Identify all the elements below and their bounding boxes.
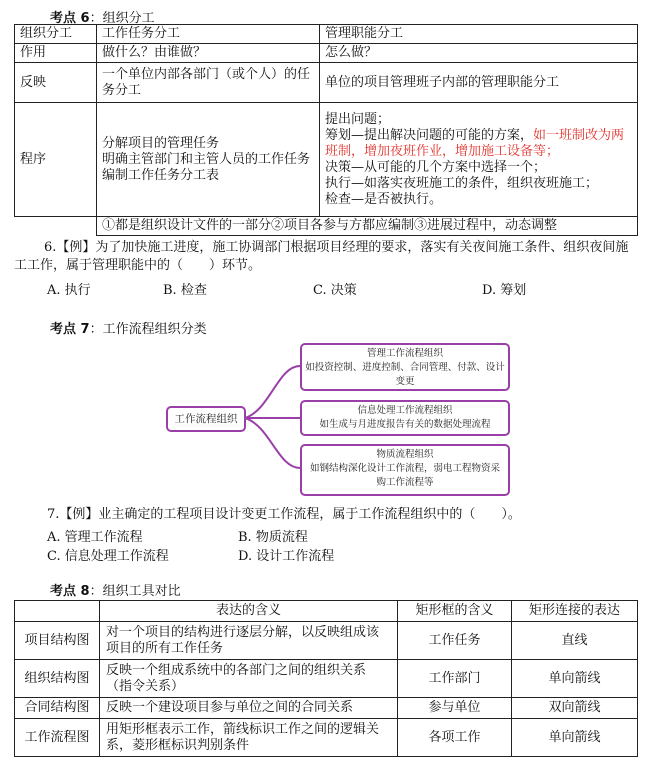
question6-option-d: D. 筹划 xyxy=(482,283,527,298)
t1-mgmt-line2-black: 筹划—提出解决问题的可能的方案， xyxy=(325,127,534,143)
t3-row0-link: 直线 xyxy=(512,622,638,660)
question7-option-c: C. 信息处理工作流程 xyxy=(47,549,169,564)
branch-management-title: 管理工作流程组织 xyxy=(366,348,443,359)
section8-title: ：组织工具对比 xyxy=(89,584,181,599)
t1-process-task-line: 分解项目的管理任务 xyxy=(102,135,220,151)
t1-mgmt-line2-red: 如一班制改为两班制，增加夜班作业，增加施工设备等； xyxy=(325,127,625,159)
t3-row0-name: 项目结构图 xyxy=(15,622,100,660)
t1-process-name: 程序 xyxy=(15,103,97,217)
t1-mgmt-line3: 决策—从可能的几个方案中选择一个； xyxy=(325,159,547,175)
question7-stem: 7.【例】业主确定的工程项目设计变更工作流程，属于工作流程组织中的（ ）。 xyxy=(47,507,521,522)
t1-mgmt-line1: 提出问题； xyxy=(325,111,391,127)
question6-stem: 6.【例】为了加快施工进度，施工协调部门根据项目经理的要求，落实有关夜间施工条件、组织夜间施工工作，属于管理职能中的（ ）环节。 xyxy=(14,240,629,273)
t3-header-3: 矩形连接的表达 xyxy=(512,601,638,622)
t3-row1-meaning: 反映一个组成系统中的各部门之间的组织关系（指令关系） xyxy=(100,660,398,698)
section8-label: 考点 8 xyxy=(50,584,90,599)
t1-row1-name: 反映 xyxy=(15,63,97,103)
diagram-branch-information xyxy=(300,400,510,436)
t3-row2-meaning: 反映一个建设项目参与单位之间的合同关系 xyxy=(100,698,398,719)
branch-information-desc: 如生成与月进度报告有关的数据处理流程 xyxy=(319,419,491,430)
question6-option-c: C. 决策 xyxy=(313,283,357,298)
branch-material-title: 物质流程组织 xyxy=(376,449,434,460)
connector-line-3 xyxy=(245,418,300,468)
t3-row2-box: 参与单位 xyxy=(398,698,512,719)
t1-process-task-line: 编制工作任务分工表 xyxy=(102,167,220,183)
t1-row0-mgmt: 怎么做？ xyxy=(320,44,638,63)
t1-footer: ①都是组织设计文件的一部分②项目各参与方都应编制③进展过程中，动态调整 xyxy=(97,217,638,236)
t1-header-0: 组织分工 xyxy=(15,25,97,44)
question6-option-a: A. 执行 xyxy=(47,283,91,298)
t1-process-task-line: 明确主管部门和主管人员的工作任务 xyxy=(102,151,311,167)
t3-header-1: 表达的含义 xyxy=(100,601,398,622)
branch-management-desc: 如投资控制、进度控制、合同管理、付款、设计变更 xyxy=(305,362,505,387)
t3-row1-name: 组织结构图 xyxy=(15,660,100,698)
branch-information-title: 信息处理工作流程组织 xyxy=(357,405,453,416)
t3-row0-meaning: 对一个项目的结构进行逐层分解，以反映组成该项目的所有工作任务 xyxy=(100,622,398,660)
t1-header-2: 管理职能分工 xyxy=(320,25,638,44)
question7-option-b: B. 物质流程 xyxy=(238,530,308,545)
section6-title: ：组织分工 xyxy=(89,11,155,26)
t3-header-0 xyxy=(15,601,100,622)
t3-row1-link: 单向箭线 xyxy=(512,660,638,698)
t3-row3-meaning: 用矩形框表示工作，箭线标识工作之间的逻辑关系，菱形框标识判别条件 xyxy=(100,719,398,757)
t3-row3-link: 单向箭线 xyxy=(512,719,638,757)
section6-label: 考点 6 xyxy=(50,11,90,26)
t3-row0-box: 工作任务 xyxy=(398,622,512,660)
t1-mgmt-line4: 执行—如落实夜班施工的条件，组织夜班施工； xyxy=(325,175,599,191)
section7-label: 考点 7 xyxy=(50,322,90,337)
t3-row2-name: 合同结构图 xyxy=(15,698,100,719)
t1-row1-mgmt: 单位的项目管理班子内部的管理职能分工 xyxy=(320,63,638,103)
diagram-branch-management xyxy=(300,343,510,391)
section7-title: ：工作流程组织分类 xyxy=(89,322,207,337)
org-tools-table xyxy=(14,600,638,757)
t3-row2-link: 双向箭线 xyxy=(512,698,638,719)
t1-row0-task: 做什么？由谁做？ xyxy=(97,44,320,63)
diagram-branch-material xyxy=(300,444,510,496)
t3-row3-name: 工作流程图 xyxy=(15,719,100,757)
branch-material-desc: 如钢结构深化设计工作流程，弱电工程物资采购工作流程等 xyxy=(309,463,500,488)
connector-line-1 xyxy=(245,366,300,418)
t1-row1-task: 一个单位内部各部门（或个人）的任务分工 xyxy=(97,63,320,103)
t3-row1-box: 工作部门 xyxy=(398,660,512,698)
t3-row3-box: 各项工作 xyxy=(398,719,512,757)
question7-option-a: A. 管理工作流程 xyxy=(47,530,143,545)
diagram-root-node: 工作流程组织 xyxy=(166,406,246,432)
section8-heading xyxy=(50,580,181,599)
t1-mgmt-line5: 检查—是否被执行。 xyxy=(325,191,443,207)
t3-header-2: 矩形框的含义 xyxy=(398,601,512,622)
t1-row0-name: 作用 xyxy=(15,44,97,63)
t1-header-1: 工作任务分工 xyxy=(97,25,320,44)
question6-option-b: B. 检查 xyxy=(163,283,207,298)
question7-option-d: D. 设计工作流程 xyxy=(238,549,335,564)
